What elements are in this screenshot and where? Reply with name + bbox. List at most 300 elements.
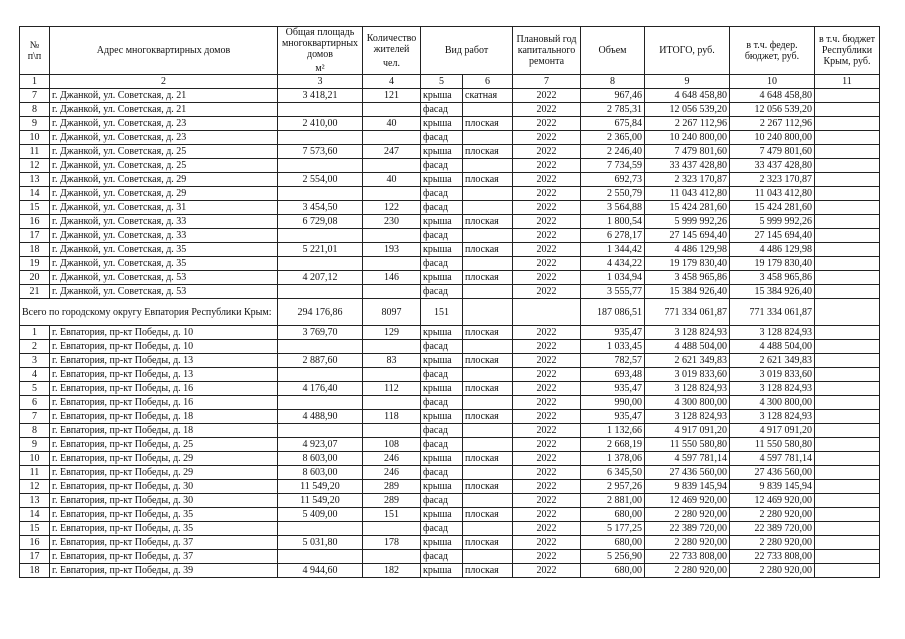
table-row [20, 271, 880, 285]
table-body-dzhankoy [20, 89, 880, 299]
crimea-cell [815, 131, 880, 145]
address-cell: г. Евпатория, пр-кт Победы, д. 29 [50, 452, 278, 466]
residents-cell: 129 [363, 326, 421, 340]
crimea-cell [815, 215, 880, 229]
area-cell [278, 257, 363, 271]
work-type-cell: крыша [421, 243, 463, 257]
crimea-cell [815, 480, 880, 494]
volume-cell: 2 785,31 [581, 103, 645, 117]
work-type-cell: крыша [421, 410, 463, 424]
total-cell: 2 280 920,00 [645, 564, 730, 578]
total-cell: 19 179 830,40 [645, 257, 730, 271]
year-cell: 2022 [513, 466, 581, 480]
residents-cell [363, 103, 421, 117]
residents-cell [363, 368, 421, 382]
column-number-row [20, 75, 880, 89]
header-work-type: Вид работ [421, 27, 513, 75]
work-type-cell: крыша [421, 271, 463, 285]
volume-cell: 2 957,26 [581, 480, 645, 494]
table-row [20, 243, 880, 257]
column-number: 5 [421, 75, 463, 89]
volume-cell: 3 564,88 [581, 201, 645, 215]
roof-type-cell: плоская [463, 410, 513, 424]
residents-cell [363, 340, 421, 354]
crimea-cell [815, 187, 880, 201]
crimea-cell [815, 285, 880, 299]
crimea-cell [815, 173, 880, 187]
row-number: 7 [20, 89, 50, 103]
address-cell: г. Джанкой, ул. Советская, д. 23 [50, 131, 278, 145]
column-number: 1 [20, 75, 50, 89]
residents-cell [363, 396, 421, 410]
federal-cell: 3 019 833,60 [730, 368, 815, 382]
year-cell: 2022 [513, 508, 581, 522]
crimea-cell [815, 564, 880, 578]
table-row [20, 117, 880, 131]
roof-type-cell [463, 201, 513, 215]
crimea-cell [815, 452, 880, 466]
roof-type-cell [463, 424, 513, 438]
volume-cell: 2 246,40 [581, 145, 645, 159]
residents-cell [363, 550, 421, 564]
address-cell: г. Евпатория, пр-кт Победы, д. 30 [50, 480, 278, 494]
work-type-cell: фасад [421, 396, 463, 410]
year-cell: 2022 [513, 340, 581, 354]
address-cell: г. Джанкой, ул. Советская, д. 29 [50, 187, 278, 201]
total-cell: 3 128 824,93 [645, 382, 730, 396]
work-type-cell: фасад [421, 187, 463, 201]
roof-type-cell: плоская [463, 480, 513, 494]
crimea-cell [815, 410, 880, 424]
column-number: 6 [463, 75, 513, 89]
total-cell: 12 469 920,00 [645, 494, 730, 508]
year-cell: 2022 [513, 326, 581, 340]
area-cell [278, 522, 363, 536]
total-cell: 33 437 428,80 [645, 159, 730, 173]
crimea-cell [815, 201, 880, 215]
roof-type-cell: плоская [463, 354, 513, 368]
work-type-cell: крыша [421, 480, 463, 494]
table-row [20, 215, 880, 229]
total-cell: 27 436 560,00 [645, 466, 730, 480]
roof-type-cell [463, 340, 513, 354]
federal-cell: 7 479 801,60 [730, 145, 815, 159]
year-cell: 2022 [513, 145, 581, 159]
year-cell: 2022 [513, 187, 581, 201]
work-type-cell: крыша [421, 215, 463, 229]
address-cell: г. Евпатория, пр-кт Победы, д. 37 [50, 550, 278, 564]
column-number: 11 [815, 75, 880, 89]
row-number: 10 [20, 452, 50, 466]
subtotal-label: Всего по городскому округу Евпатория Республики Крым: [20, 299, 278, 326]
year-cell: 2022 [513, 89, 581, 103]
crimea-cell [815, 396, 880, 410]
address-cell: г. Джанкой, ул. Советская, д. 35 [50, 257, 278, 271]
residents-cell: 247 [363, 145, 421, 159]
roof-type-cell: плоская [463, 508, 513, 522]
table-row [20, 466, 880, 480]
header-residents-unit: чел. [383, 57, 400, 69]
crimea-cell [815, 424, 880, 438]
work-type-cell: крыша [421, 354, 463, 368]
table-row [20, 536, 880, 550]
volume-cell: 782,57 [581, 354, 645, 368]
roof-type-cell: плоская [463, 243, 513, 257]
table-row [20, 285, 880, 299]
header-year: Плановый год капитального ремонта [513, 27, 581, 75]
subtotal-count: 151 [421, 299, 463, 326]
federal-cell: 10 240 800,00 [730, 131, 815, 145]
address-cell: г. Джанкой, ул. Советская, д. 35 [50, 243, 278, 257]
roof-type-cell: плоская [463, 536, 513, 550]
residents-cell: 146 [363, 271, 421, 285]
total-cell: 2 621 349,83 [645, 354, 730, 368]
crimea-cell [815, 466, 880, 480]
table-row [20, 550, 880, 564]
table-row [20, 340, 880, 354]
row-number: 8 [20, 103, 50, 117]
volume-cell: 1 034,94 [581, 271, 645, 285]
total-cell: 4 648 458,80 [645, 89, 730, 103]
volume-cell: 680,00 [581, 508, 645, 522]
row-number: 1 [20, 326, 50, 340]
column-number: 3 [278, 75, 363, 89]
area-cell: 8 603,00 [278, 452, 363, 466]
area-cell: 3 418,21 [278, 89, 363, 103]
residents-cell [363, 159, 421, 173]
residents-cell: 112 [363, 382, 421, 396]
residents-cell [363, 229, 421, 243]
roof-type-cell: плоская [463, 452, 513, 466]
subtotal-area: 294 176,86 [278, 299, 363, 326]
address-cell: г. Евпатория, пр-кт Победы, д. 13 [50, 368, 278, 382]
column-number: 10 [730, 75, 815, 89]
residents-cell [363, 285, 421, 299]
roof-type-cell: плоская [463, 382, 513, 396]
volume-cell: 2 365,00 [581, 131, 645, 145]
volume-cell: 6 345,50 [581, 466, 645, 480]
federal-cell: 15 424 281,60 [730, 201, 815, 215]
total-cell: 15 384 926,40 [645, 285, 730, 299]
capital-repair-table [19, 26, 880, 578]
table-row [20, 382, 880, 396]
volume-cell: 1 378,06 [581, 452, 645, 466]
area-cell: 4 176,40 [278, 382, 363, 396]
subtotal-residents: 8097 [363, 299, 421, 326]
header-address: Адрес многоквартирных домов [50, 27, 278, 75]
year-cell: 2022 [513, 215, 581, 229]
work-type-cell: крыша [421, 564, 463, 578]
year-cell: 2022 [513, 257, 581, 271]
crimea-cell [815, 159, 880, 173]
federal-cell: 3 128 824,93 [730, 382, 815, 396]
address-cell: г. Джанкой, ул. Советская, д. 33 [50, 229, 278, 243]
total-cell: 4 486 129,98 [645, 243, 730, 257]
area-cell: 4 944,60 [278, 564, 363, 578]
crimea-cell [815, 145, 880, 159]
subtotal-row [20, 299, 880, 326]
residents-cell: 151 [363, 508, 421, 522]
volume-cell: 3 555,77 [581, 285, 645, 299]
residents-cell: 40 [363, 173, 421, 187]
table-row [20, 89, 880, 103]
address-cell: г. Евпатория, пр-кт Победы, д. 35 [50, 508, 278, 522]
total-cell: 12 056 539,20 [645, 103, 730, 117]
table-row [20, 131, 880, 145]
table-body-evpatoria [20, 326, 880, 578]
column-number: 4 [363, 75, 421, 89]
area-cell: 4 488,90 [278, 410, 363, 424]
address-cell: г. Евпатория, пр-кт Победы, д. 25 [50, 438, 278, 452]
row-number: 7 [20, 410, 50, 424]
crimea-cell [815, 382, 880, 396]
residents-cell: 40 [363, 117, 421, 131]
year-cell: 2022 [513, 285, 581, 299]
area-cell: 8 603,00 [278, 466, 363, 480]
residents-cell: 289 [363, 480, 421, 494]
row-number: 14 [20, 187, 50, 201]
row-number: 12 [20, 159, 50, 173]
federal-cell: 12 469 920,00 [730, 494, 815, 508]
roof-type-cell [463, 131, 513, 145]
header-federal: в т.ч. федер. бюджет, руб. [730, 27, 815, 75]
table-row [20, 201, 880, 215]
volume-cell: 2 881,00 [581, 494, 645, 508]
total-cell: 11 043 412,80 [645, 187, 730, 201]
federal-cell: 2 323 170,87 [730, 173, 815, 187]
year-cell: 2022 [513, 424, 581, 438]
year-cell: 2022 [513, 243, 581, 257]
roof-type-cell: скатная [463, 89, 513, 103]
row-number: 6 [20, 396, 50, 410]
table-row [20, 159, 880, 173]
residents-cell: 83 [363, 354, 421, 368]
row-number: 18 [20, 243, 50, 257]
address-cell: г. Евпатория, пр-кт Победы, д. 18 [50, 410, 278, 424]
total-cell: 10 240 800,00 [645, 131, 730, 145]
total-cell: 3 019 833,60 [645, 368, 730, 382]
work-type-cell: крыша [421, 382, 463, 396]
area-cell: 2 410,00 [278, 117, 363, 131]
address-cell: г. Джанкой, ул. Советская, д. 25 [50, 159, 278, 173]
area-cell [278, 550, 363, 564]
year-cell: 2022 [513, 382, 581, 396]
address-cell: г. Евпатория, пр-кт Победы, д. 10 [50, 326, 278, 340]
roof-type-cell [463, 229, 513, 243]
total-cell: 3 128 824,93 [645, 410, 730, 424]
address-cell: г. Евпатория, пр-кт Победы, д. 13 [50, 354, 278, 368]
year-cell: 2022 [513, 536, 581, 550]
table-row [20, 326, 880, 340]
row-number: 20 [20, 271, 50, 285]
total-cell: 2 323 170,87 [645, 173, 730, 187]
work-type-cell: фасад [421, 131, 463, 145]
year-cell: 2022 [513, 550, 581, 564]
header-area: Общая площадь многоквартирных домов м² [278, 27, 363, 75]
address-cell: г. Евпатория, пр-кт Победы, д. 39 [50, 564, 278, 578]
area-cell: 11 549,20 [278, 480, 363, 494]
federal-cell: 5 999 992,26 [730, 215, 815, 229]
table-row [20, 452, 880, 466]
federal-cell: 9 839 145,94 [730, 480, 815, 494]
area-cell [278, 103, 363, 117]
crimea-cell [815, 326, 880, 340]
table-row [20, 396, 880, 410]
address-cell: г. Евпатория, пр-кт Победы, д. 29 [50, 466, 278, 480]
federal-cell: 15 384 926,40 [730, 285, 815, 299]
year-cell: 2022 [513, 368, 581, 382]
residents-cell: 108 [363, 438, 421, 452]
work-type-cell: крыша [421, 145, 463, 159]
federal-cell: 4 300 800,00 [730, 396, 815, 410]
column-number: 2 [50, 75, 278, 89]
total-cell: 11 550 580,80 [645, 438, 730, 452]
work-type-cell: крыша [421, 117, 463, 131]
federal-cell: 2 280 920,00 [730, 536, 815, 550]
work-type-cell: фасад [421, 229, 463, 243]
federal-cell: 2 267 112,96 [730, 117, 815, 131]
roof-type-cell: плоская [463, 117, 513, 131]
crimea-cell [815, 257, 880, 271]
year-cell: 2022 [513, 564, 581, 578]
address-cell: г. Джанкой, ул. Советская, д. 33 [50, 215, 278, 229]
total-cell: 9 839 145,94 [645, 480, 730, 494]
address-cell: г. Евпатория, пр-кт Победы, д. 35 [50, 522, 278, 536]
volume-cell: 692,73 [581, 173, 645, 187]
federal-cell: 19 179 830,40 [730, 257, 815, 271]
row-number: 19 [20, 257, 50, 271]
volume-cell: 2 550,79 [581, 187, 645, 201]
address-cell: г. Джанкой, ул. Советская, д. 29 [50, 173, 278, 187]
total-cell: 27 145 694,40 [645, 229, 730, 243]
row-number: 12 [20, 480, 50, 494]
year-cell: 2022 [513, 410, 581, 424]
area-cell [278, 229, 363, 243]
address-cell: г. Евпатория, пр-кт Победы, д. 18 [50, 424, 278, 438]
federal-cell: 27 436 560,00 [730, 466, 815, 480]
crimea-cell [815, 494, 880, 508]
row-number: 16 [20, 536, 50, 550]
year-cell: 2022 [513, 396, 581, 410]
roof-type-cell: плоская [463, 271, 513, 285]
residents-cell [363, 424, 421, 438]
volume-cell: 675,84 [581, 117, 645, 131]
roof-type-cell [463, 396, 513, 410]
area-cell: 5 221,01 [278, 243, 363, 257]
year-cell: 2022 [513, 117, 581, 131]
work-type-cell: крыша [421, 173, 463, 187]
volume-cell: 5 256,90 [581, 550, 645, 564]
column-number: 9 [645, 75, 730, 89]
table-row [20, 564, 880, 578]
row-number: 11 [20, 466, 50, 480]
volume-cell: 693,48 [581, 368, 645, 382]
federal-cell: 11 550 580,80 [730, 438, 815, 452]
residents-cell: 289 [363, 494, 421, 508]
volume-cell: 680,00 [581, 564, 645, 578]
year-cell: 2022 [513, 201, 581, 215]
total-cell: 22 389 720,00 [645, 522, 730, 536]
federal-cell: 4 648 458,80 [730, 89, 815, 103]
year-cell: 2022 [513, 271, 581, 285]
year-cell: 2022 [513, 354, 581, 368]
total-cell: 15 424 281,60 [645, 201, 730, 215]
area-cell: 3 769,70 [278, 326, 363, 340]
work-type-cell: крыша [421, 89, 463, 103]
volume-cell: 935,47 [581, 326, 645, 340]
row-number: 9 [20, 438, 50, 452]
year-cell: 2022 [513, 103, 581, 117]
area-cell [278, 187, 363, 201]
area-cell [278, 396, 363, 410]
area-cell [278, 368, 363, 382]
federal-cell: 4 486 129,98 [730, 243, 815, 257]
volume-cell: 1 344,42 [581, 243, 645, 257]
federal-cell: 4 597 781,14 [730, 452, 815, 466]
column-number: 7 [513, 75, 581, 89]
federal-cell: 2 280 920,00 [730, 508, 815, 522]
volume-cell: 1 800,54 [581, 215, 645, 229]
work-type-cell: фасад [421, 257, 463, 271]
area-cell: 3 454,50 [278, 201, 363, 215]
table-row [20, 103, 880, 117]
federal-cell: 2 621 349,83 [730, 354, 815, 368]
federal-cell: 12 056 539,20 [730, 103, 815, 117]
row-number: 3 [20, 354, 50, 368]
address-cell: г. Евпатория, пр-кт Победы, д. 16 [50, 396, 278, 410]
address-cell: г. Джанкой, ул. Советская, д. 53 [50, 271, 278, 285]
roof-type-cell [463, 550, 513, 564]
total-cell: 3 458 965,86 [645, 271, 730, 285]
work-type-cell: фасад [421, 522, 463, 536]
area-cell: 4 923,07 [278, 438, 363, 452]
address-cell: г. Евпатория, пр-кт Победы, д. 37 [50, 536, 278, 550]
row-number: 13 [20, 173, 50, 187]
roof-type-cell [463, 368, 513, 382]
roof-type-cell: плоская [463, 145, 513, 159]
residents-cell: 246 [363, 466, 421, 480]
area-cell: 2 887,60 [278, 354, 363, 368]
crimea-cell [815, 229, 880, 243]
column-number: 8 [581, 75, 645, 89]
header-residents: Количество жителей чел. [363, 27, 421, 75]
work-type-cell: фасад [421, 368, 463, 382]
roof-type-cell [463, 159, 513, 173]
roof-type-cell: плоская [463, 215, 513, 229]
year-cell: 2022 [513, 159, 581, 173]
area-cell [278, 159, 363, 173]
volume-cell: 935,47 [581, 382, 645, 396]
table-row [20, 257, 880, 271]
table-row [20, 494, 880, 508]
work-type-cell: фасад [421, 466, 463, 480]
roof-type-cell [463, 466, 513, 480]
subtotal-total: 771 334 061,87 [645, 299, 730, 326]
federal-cell: 27 145 694,40 [730, 229, 815, 243]
crimea-cell [815, 368, 880, 382]
federal-cell: 2 280 920,00 [730, 564, 815, 578]
area-cell: 5 409,00 [278, 508, 363, 522]
total-cell: 5 999 992,26 [645, 215, 730, 229]
crimea-cell [815, 550, 880, 564]
work-type-cell: фасад [421, 438, 463, 452]
row-number: 17 [20, 550, 50, 564]
work-type-cell: крыша [421, 452, 463, 466]
address-cell: г. Евпатория, пр-кт Победы, д. 30 [50, 494, 278, 508]
year-cell: 2022 [513, 480, 581, 494]
roof-type-cell: плоская [463, 173, 513, 187]
work-type-cell: фасад [421, 340, 463, 354]
